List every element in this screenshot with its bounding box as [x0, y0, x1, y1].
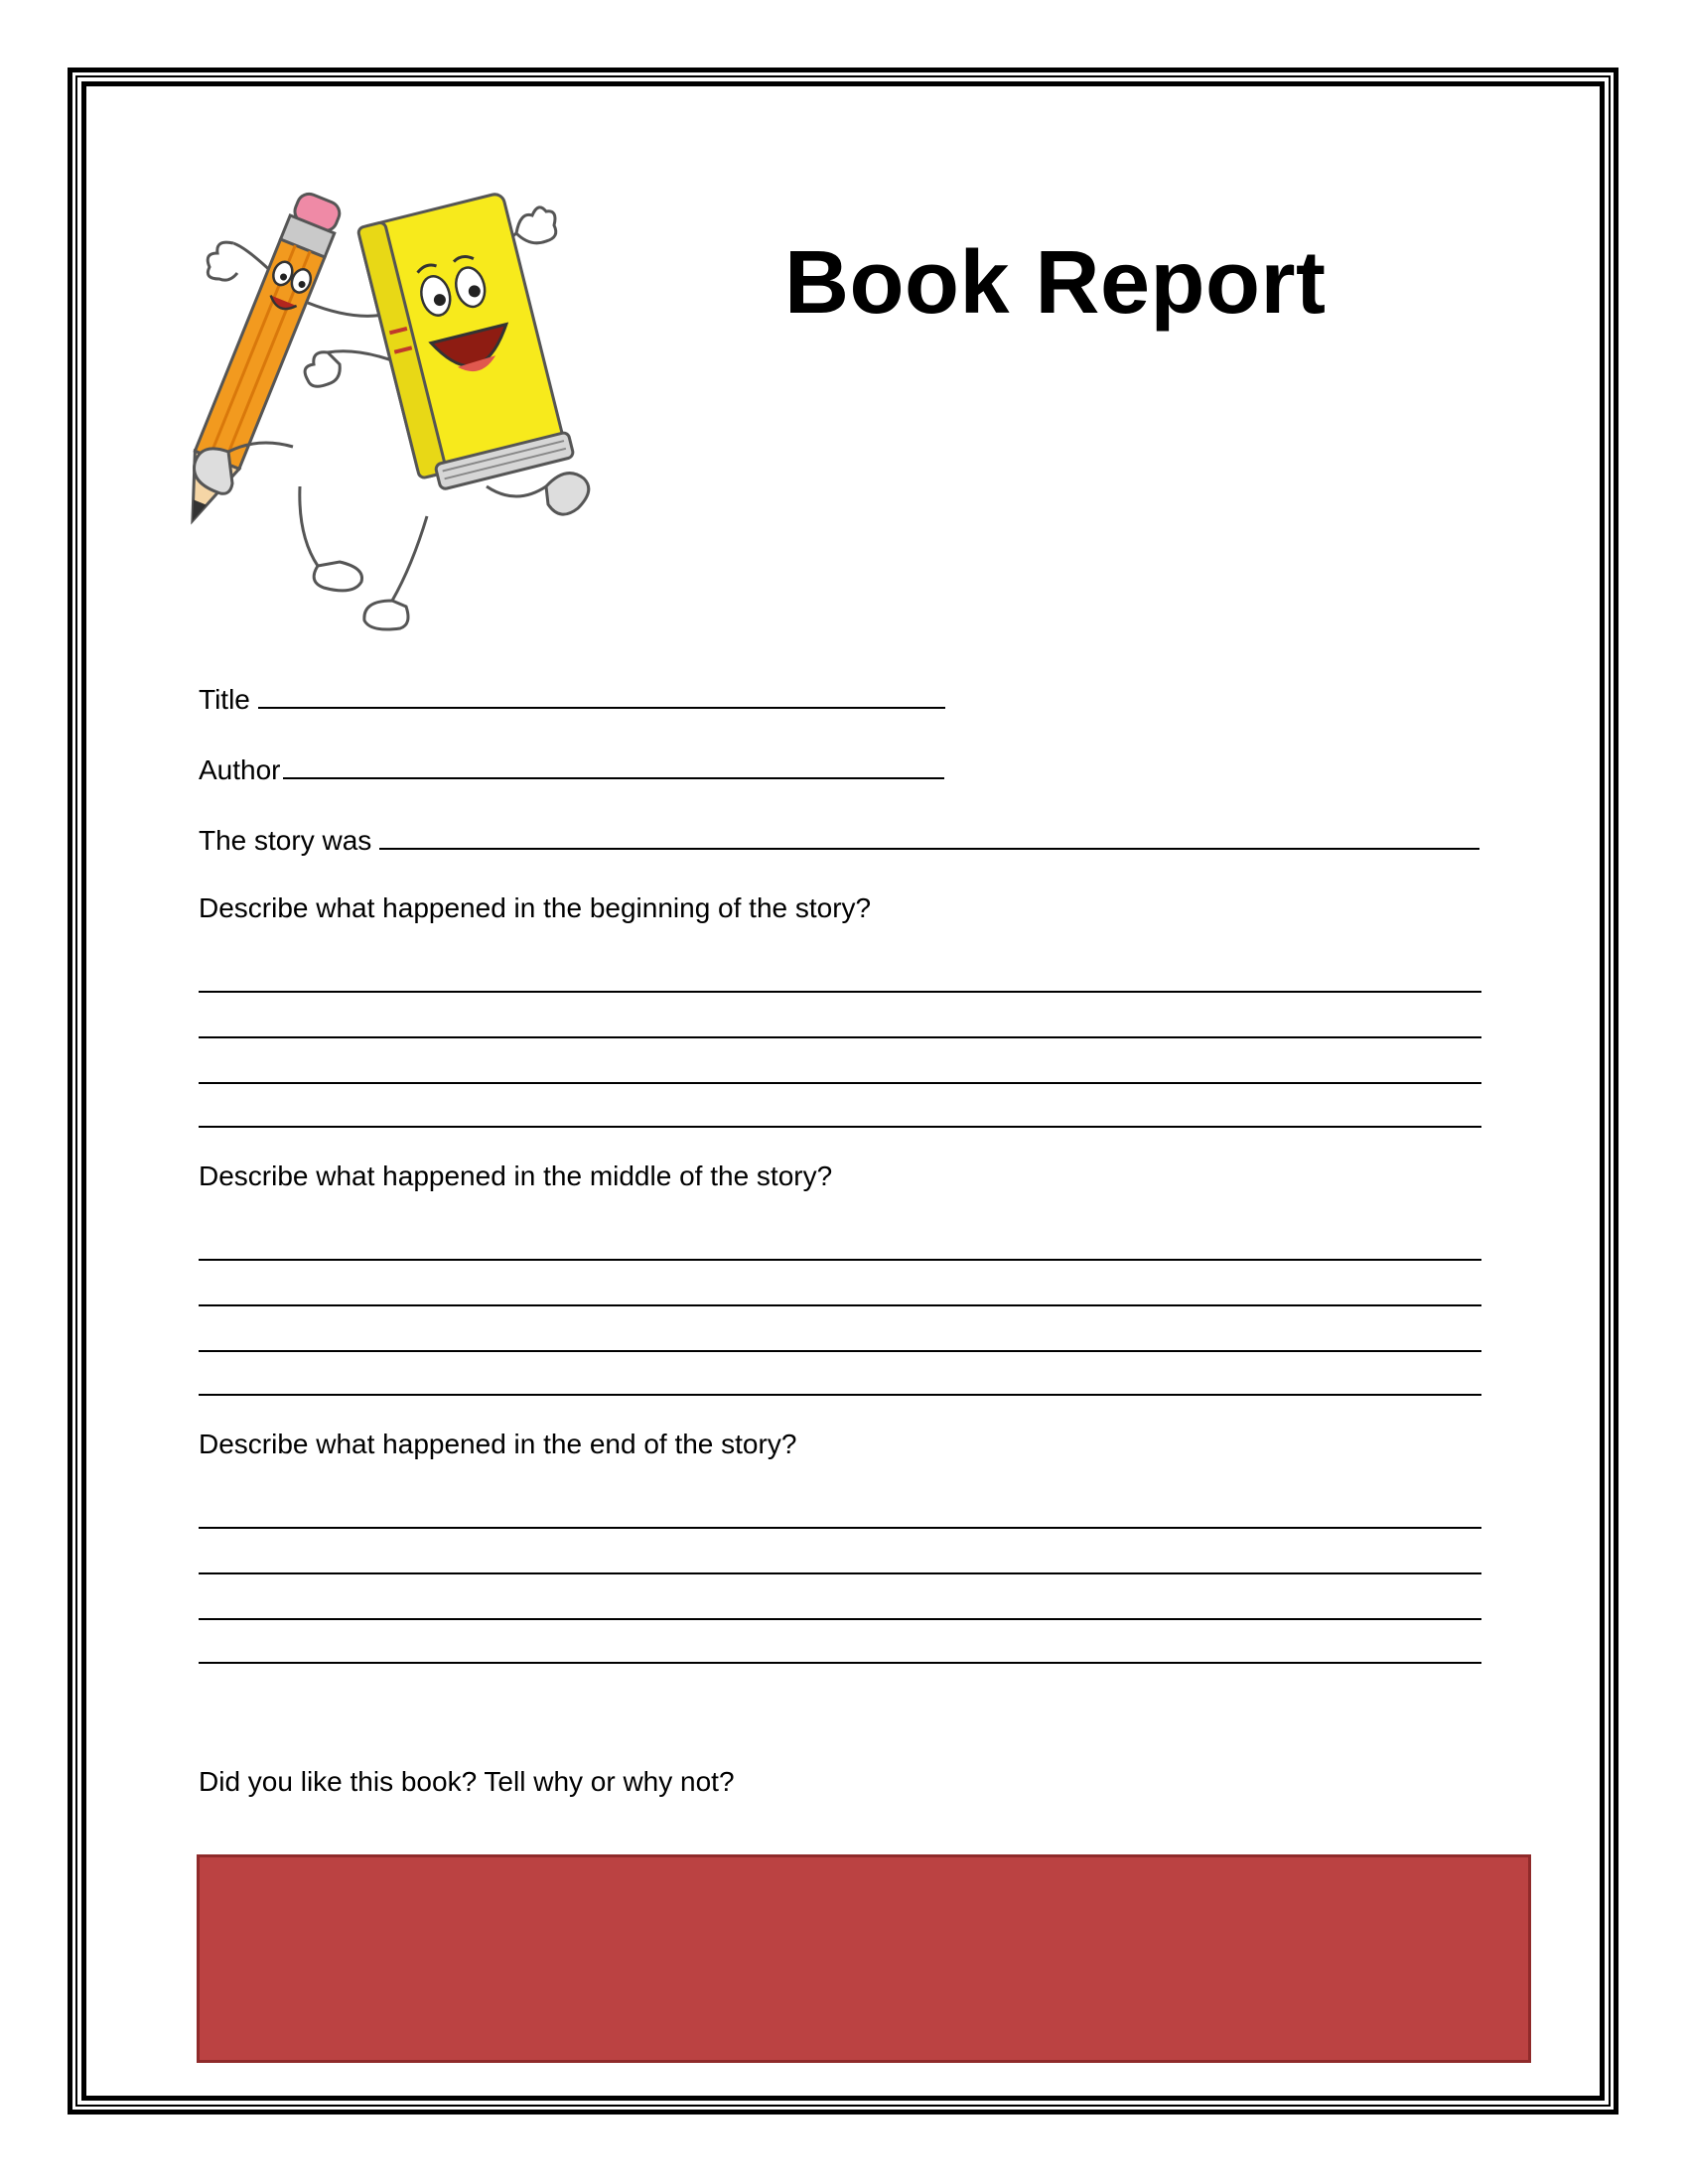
story-was-label: The story was	[199, 825, 372, 856]
title-input-line[interactable]	[258, 681, 945, 709]
title-field	[199, 681, 945, 717]
middle-answer-line[interactable]	[199, 1394, 1481, 1396]
page-title: Book Report	[784, 233, 1327, 333]
middle-answer-line[interactable]	[199, 1350, 1481, 1352]
beginning-answer-line[interactable]	[199, 1082, 1481, 1084]
story-was-field	[199, 822, 1479, 858]
end-answer-line[interactable]	[199, 1618, 1481, 1620]
end-answer-line[interactable]	[199, 1662, 1481, 1664]
end-answer-line[interactable]	[199, 1572, 1481, 1574]
beginning-answer-line[interactable]	[199, 1036, 1481, 1038]
end-answer-line[interactable]	[199, 1527, 1481, 1529]
end-prompt: Describe what happened in the end of the story?	[199, 1429, 797, 1459]
title-label: Title	[199, 684, 250, 715]
opinion-prompt: Did you like this book? Tell why or why not?	[199, 1766, 735, 1797]
author-input-line[interactable]	[283, 751, 944, 779]
pencil-and-book-illustration	[189, 189, 705, 645]
opinion-answer-box[interactable]	[197, 1854, 1531, 2063]
author-field	[199, 751, 944, 787]
beginning-answer-line[interactable]	[199, 991, 1481, 993]
middle-answer-line[interactable]	[199, 1259, 1481, 1261]
story-was-input-line[interactable]	[379, 822, 1479, 850]
beginning-answer-line[interactable]	[199, 1126, 1481, 1128]
middle-prompt: Describe what happened in the middle of the story?	[199, 1160, 833, 1191]
beginning-prompt: Describe what happened in the beginning of the story?	[199, 892, 872, 923]
author-label: Author	[199, 754, 281, 785]
middle-answer-line[interactable]	[199, 1304, 1481, 1306]
